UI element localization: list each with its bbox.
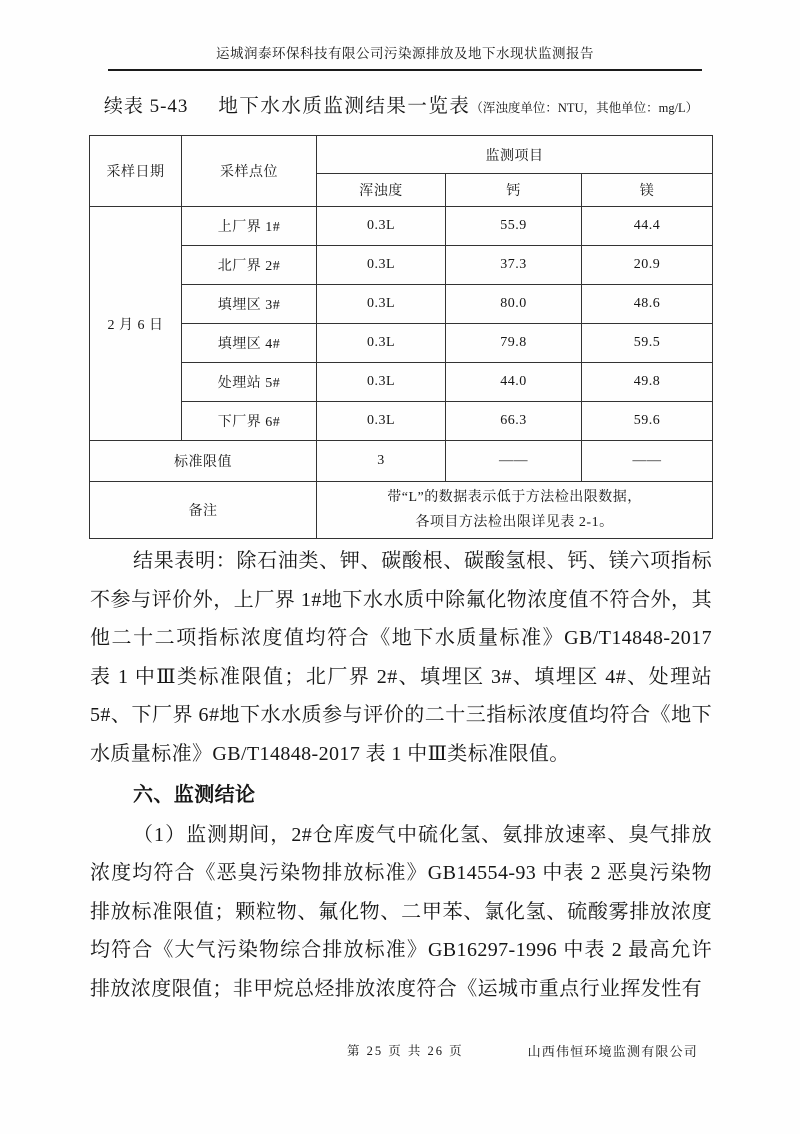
magnesium-cell: 59.6 <box>582 402 713 441</box>
turbidity-cell: 0.3L <box>317 285 446 324</box>
point-cell: 上厂界 1# <box>182 207 317 246</box>
calcium-cell: 80.0 <box>446 285 582 324</box>
remark-label-cell: 备注 <box>90 482 317 539</box>
body-text <box>90 542 712 1009</box>
page-header <box>108 42 702 71</box>
monitoring-items-header: 监测项目 <box>317 136 713 174</box>
table-row <box>90 246 713 285</box>
report-header-title: 运城润泰环保科技有限公司污染源排放及地下水现状监测报告 <box>216 46 594 61</box>
calcium-cell: 37.3 <box>446 246 582 285</box>
table-title-units: （浑浊度单位：NTU，其他单位：mg/L） <box>470 101 699 115</box>
magnesium-cell: 49.8 <box>582 363 713 402</box>
limit-row <box>90 441 713 482</box>
result-paragraph: 结果表明：除石油类、钾、碳酸根、碳酸氢根、钙、镁六项指标不参与评价外，上厂界 1#地下水水质中除氟化物浓度值不符合外，其他二十二项指标浓度值均符合《地下水质量标准》GB/T14848-2017 表 1 中Ⅲ类标准限值；北厂界 2#、填埋区 3#、填埋区 4#、处理站 5#、下厂界 6#地下水水质参与评价的二十三指标浓度值均符合《地下水质量标准》GB/T14848-2017 表 1 中Ⅲ类标准限值。 <box>90 550 712 765</box>
table-row <box>90 285 713 324</box>
magnesium-cell: 20.9 <box>582 246 713 285</box>
table-header-row-1 <box>90 136 713 174</box>
table-row <box>90 324 713 363</box>
point-cell: 下厂界 6# <box>182 402 317 441</box>
conclusion-heading: 六、监测结论 <box>133 783 256 806</box>
limit-magnesium-cell: —— <box>582 441 713 482</box>
monitoring-results-table <box>89 135 713 539</box>
table-title-number: 续表 5-43 <box>103 96 189 117</box>
remark-note-cell <box>317 482 713 539</box>
sampling-date-cell: 2 月 6 日 <box>90 207 182 441</box>
table-row <box>90 402 713 441</box>
param-header-calcium: 钙 <box>446 174 582 207</box>
limit-turbidity-cell: 3 <box>317 441 446 482</box>
remark-row <box>90 482 713 539</box>
calcium-cell: 79.8 <box>446 324 582 363</box>
remark-note-line2: 各项目方法检出限详见表 2-1。 <box>415 515 614 530</box>
calcium-cell: 44.0 <box>446 363 582 402</box>
sampling-date-header: 采样日期 <box>90 136 182 207</box>
table-body <box>90 136 713 539</box>
magnesium-cell: 48.6 <box>582 285 713 324</box>
calcium-cell: 66.3 <box>446 402 582 441</box>
turbidity-cell: 0.3L <box>317 402 446 441</box>
point-cell: 处理站 5# <box>182 363 317 402</box>
turbidity-cell: 0.3L <box>317 207 446 246</box>
limit-calcium-cell: —— <box>446 441 582 482</box>
company-name: 山西伟恒环境监测有限公司 <box>527 1044 698 1059</box>
calcium-cell: 55.9 <box>446 207 582 246</box>
table-row <box>90 363 713 402</box>
table-title-text: 地下水水质监测结果一览表 <box>218 96 471 117</box>
param-header-magnesium: 镁 <box>582 174 713 207</box>
point-cell: 填埋区 4# <box>182 324 317 363</box>
magnesium-cell: 59.5 <box>582 324 713 363</box>
turbidity-cell: 0.3L <box>317 363 446 402</box>
turbidity-cell: 0.3L <box>317 324 446 363</box>
magnesium-cell: 44.4 <box>582 207 713 246</box>
sampling-point-header: 采样点位 <box>182 136 317 207</box>
point-cell: 北厂界 2# <box>182 246 317 285</box>
table-title <box>90 90 712 118</box>
param-header-turbidity: 浑浊度 <box>317 174 446 207</box>
point-cell: 填埋区 3# <box>182 285 317 324</box>
page-number: 第 25 页 共 26 页 <box>347 1044 464 1058</box>
conclusion-paragraph: （1）监测期间，2#仓库废气中硫化氢、氨排放速率、臭气排放浓度均符合《恶臭污染物排放标准》GB14554-93 中表 2 恶臭污染物排放标准限值；颗粒物、氟化物、二甲苯、氯化氢、硫酸雾排放浓度均符合《大气污染物综合排放标准》GB16297-1996 中表 2 最高允许排放浓度限值；非甲烷总烃排放浓度符合《运城市重点行业挥发性有 <box>90 823 712 1000</box>
turbidity-cell: 0.3L <box>317 246 446 285</box>
limit-label-cell: 标准限值 <box>90 441 317 482</box>
table-row <box>90 207 713 246</box>
remark-note-line1: 带“L”的数据表示低于方法检出限数据， <box>387 490 642 505</box>
